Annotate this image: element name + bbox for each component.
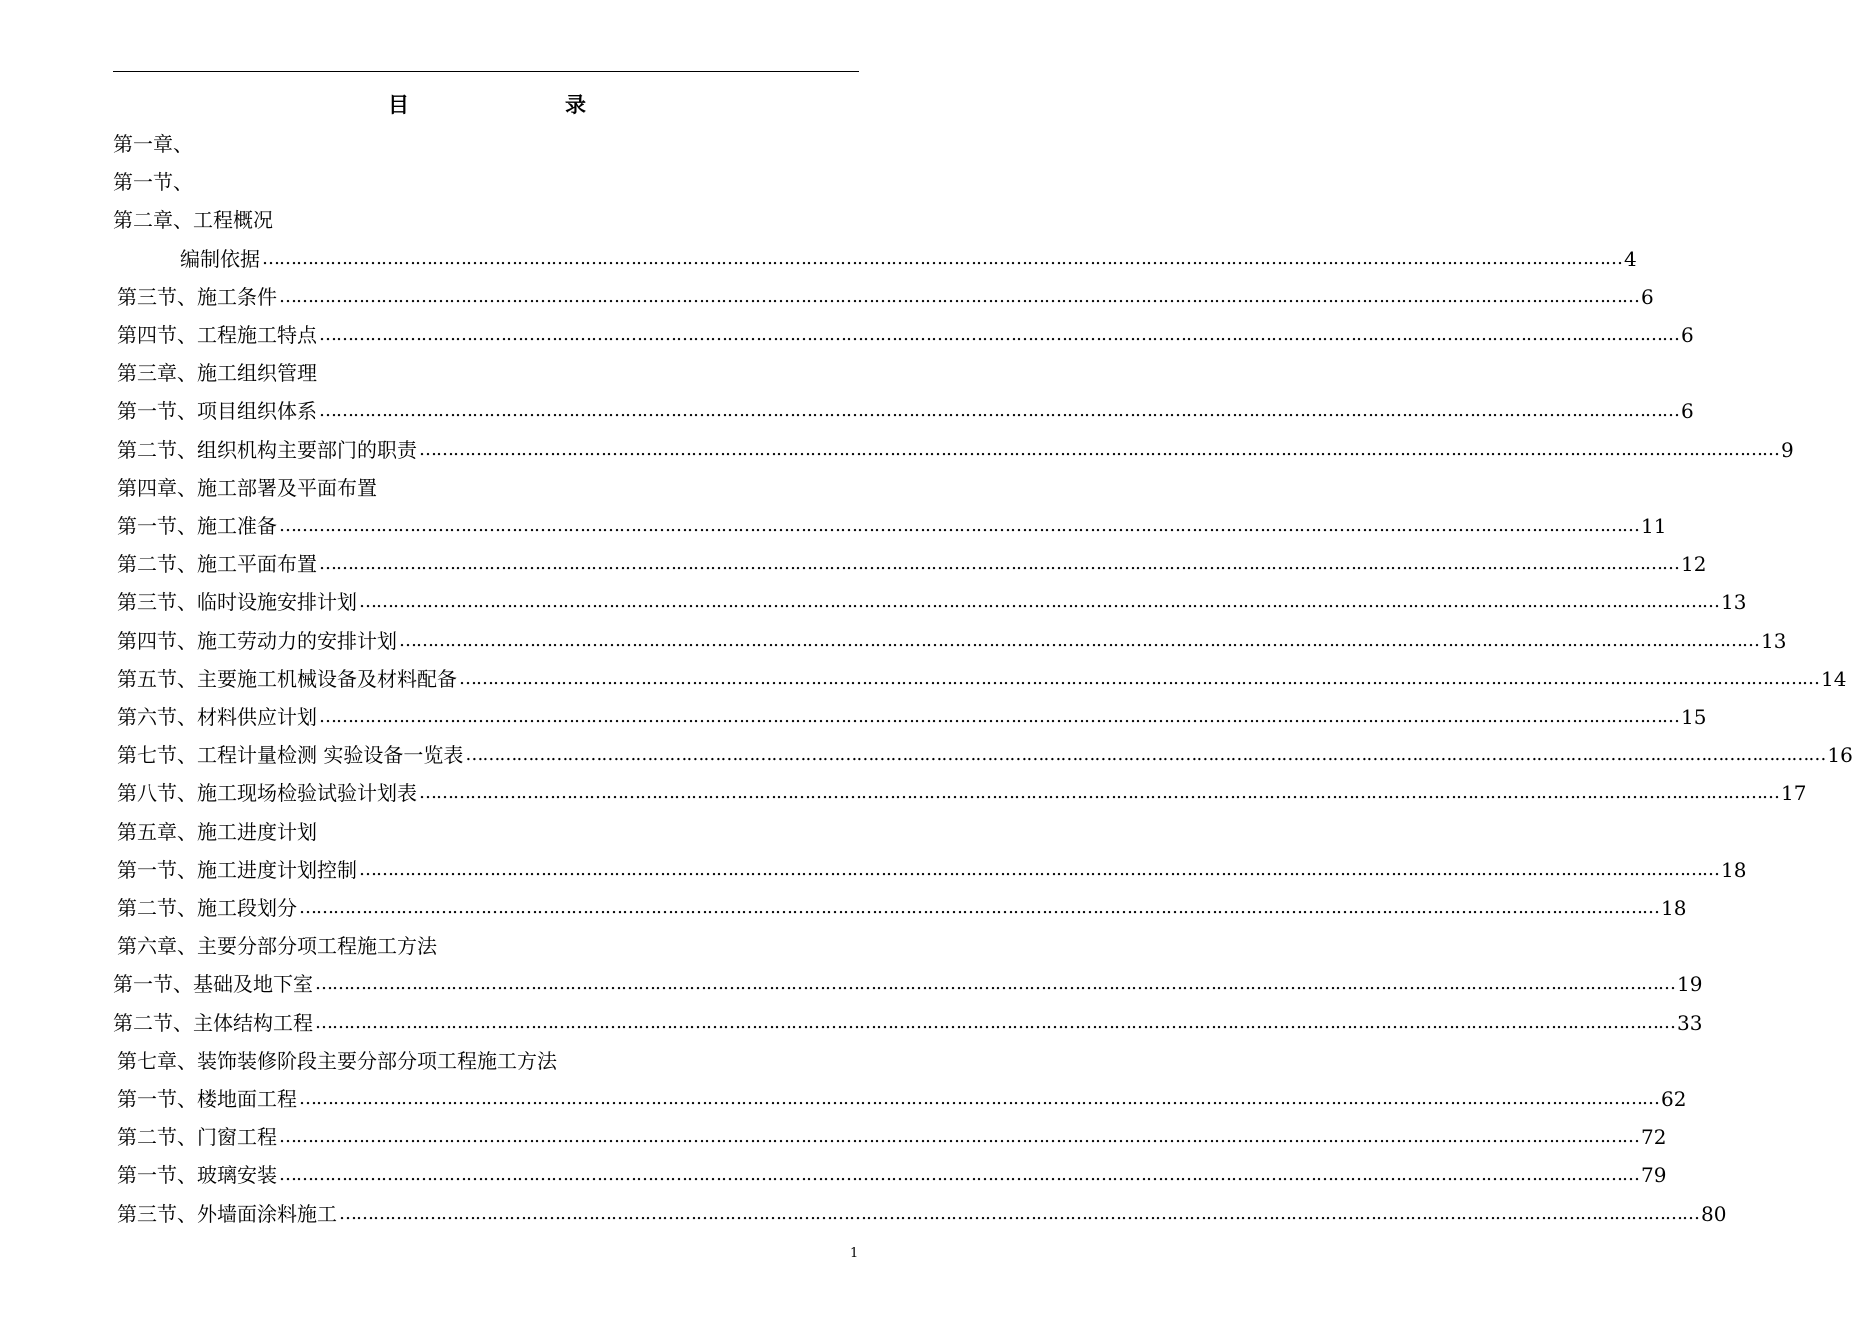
toc-entry-page: 18 (1721, 857, 1747, 882)
toc-entry[interactable] (117, 775, 1807, 811)
toc-entry-page: 16 (1827, 743, 1853, 768)
toc-entry-label: 第一节、项目组织体系 (117, 399, 317, 424)
toc-entry-page: 6 (1641, 284, 1654, 309)
toc-entry[interactable] (113, 126, 193, 162)
toc-entry-page: 79 (1641, 1163, 1667, 1188)
toc-entry-label: 第一节、基础及地下室 (113, 972, 313, 997)
toc-entry[interactable] (117, 432, 1794, 468)
toc-entry[interactable] (117, 546, 1707, 582)
toc-entry[interactable] (117, 737, 1853, 773)
toc-entry-label: 第七章、装饰装修阶段主要分部分项工程施工方法 (117, 1048, 557, 1073)
toc-entry-label: 第二节、施工段划分 (117, 896, 297, 920)
toc-dot-leader: …………………………………………………………………………………………………………………………………………………………………………………………………………………… (359, 858, 1719, 880)
toc-entry[interactable] (113, 202, 273, 238)
toc-dot-leader: …………………………………………………………………………………………………………………………………………………………………………………………………………………… (279, 1164, 1639, 1186)
toc-entry[interactable] (117, 317, 1694, 353)
toc-entry-label: 第三节、外墙面涂料施工 (117, 1201, 337, 1226)
toc-entry-label: 第一节、施工准备 (117, 514, 277, 538)
toc-entry-label: 第四章、施工部署及平面布置 (117, 475, 377, 500)
toc-dot-leader: …………………………………………………………………………………………………………………………………………………………………………………………………………………… (262, 247, 1622, 269)
header-rule (113, 71, 859, 72)
toc-entry[interactable] (117, 623, 1787, 659)
toc-dot-leader: …………………………………………………………………………………………………………………………………………………………………………………………………………………… (319, 400, 1679, 422)
toc-dot-leader: …………………………………………………………………………………………………………………………………………………………………………………………………………………… (279, 1126, 1639, 1148)
toc-dot-leader: …………………………………………………………………………………………………………………………………………………………………………………………………………………… (279, 285, 1639, 307)
toc-entry-page: 33 (1677, 1010, 1703, 1035)
toc-entry[interactable] (117, 584, 1747, 620)
toc-entry[interactable] (117, 890, 1687, 926)
toc-entry-label: 第三章、施工组织管理 (117, 361, 317, 386)
toc-entry-label: 第五节、主要施工机械设备及材料配备 (117, 666, 457, 691)
toc-dot-leader: …………………………………………………………………………………………………………………………………………………………………………………………………………………… (339, 1202, 1699, 1224)
toc-entry[interactable] (117, 1119, 1667, 1155)
toc-entry[interactable] (180, 241, 1637, 277)
toc-title-left: 目 (388, 92, 409, 117)
toc-entry[interactable] (117, 1157, 1667, 1193)
toc-entry-label: 第一章、 (113, 132, 193, 156)
toc-entry-page: 14 (1821, 666, 1847, 691)
toc-entry[interactable] (117, 1196, 1727, 1232)
toc-entry[interactable] (117, 928, 437, 964)
toc-entry-page: 19 (1677, 972, 1703, 997)
toc-entry-label: 第八节、施工现场检验试验计划表 (117, 781, 417, 806)
toc-dot-leader: …………………………………………………………………………………………………………………………………………………………………………………………………………………… (419, 782, 1779, 804)
toc-entry-label: 第一节、玻璃安装 (117, 1163, 277, 1188)
toc-entry-label: 第二节、门窗工程 (117, 1125, 277, 1150)
toc-entry-label: 第三节、临时设施安排计划 (117, 590, 357, 615)
toc-entry-page: 17 (1781, 781, 1807, 806)
toc-dot-leader: …………………………………………………………………………………………………………………………………………………………………………………………………………………… (319, 553, 1679, 575)
toc-entry-page: 15 (1681, 705, 1707, 729)
toc-dot-leader: …………………………………………………………………………………………………………………………………………………………………………………………………………………… (459, 667, 1819, 689)
toc-entry[interactable] (117, 1081, 1687, 1117)
toc-dot-leader: …………………………………………………………………………………………………………………………………………………………………………………………………………………… (279, 515, 1639, 536)
toc-dot-leader: …………………………………………………………………………………………………………………………………………………………………………………………………………………… (299, 1088, 1659, 1109)
toc-entry-page: 4 (1624, 246, 1637, 271)
toc-entry[interactable] (117, 279, 1654, 315)
toc-entry-page: 6 (1681, 399, 1694, 424)
toc-entry-label: 第五章、施工进度计划 (117, 819, 317, 844)
toc-entry[interactable] (117, 508, 1667, 544)
toc-entry-page: 9 (1781, 437, 1794, 462)
toc-entry-page: 80 (1701, 1201, 1727, 1226)
toc-entry-label: 第一节、楼地面工程 (117, 1087, 297, 1111)
toc-title (0, 90, 950, 124)
toc-entry[interactable] (113, 966, 1703, 1002)
toc-entry[interactable] (113, 164, 193, 200)
toc-entry-label: 第二节、主体结构工程 (113, 1010, 313, 1035)
toc-entry-label: 第七节、工程计量检测 实验设备一览表 (117, 743, 464, 768)
toc-entry-label: 编制依据 (180, 246, 260, 271)
toc-dot-leader: …………………………………………………………………………………………………………………………………………………………………………………………………………………… (399, 629, 1759, 651)
toc-entry-label: 第一节、 (113, 170, 193, 195)
toc-entry-label: 第四节、工程施工特点 (117, 323, 317, 347)
toc-dot-leader: …………………………………………………………………………………………………………………………………………………………………………………………………………………… (315, 973, 1675, 995)
toc-entry-label: 第二章、工程概况 (113, 208, 273, 233)
toc-entry[interactable] (117, 699, 1707, 735)
toc-entry-page: 62 (1661, 1087, 1687, 1111)
toc-entry-label: 第六节、材料供应计划 (117, 705, 317, 729)
toc-entry-page: 18 (1661, 896, 1687, 920)
toc-title-right: 录 (565, 92, 586, 117)
toc-dot-leader: …………………………………………………………………………………………………………………………………………………………………………………………………………………… (419, 438, 1779, 460)
toc-dot-leader: …………………………………………………………………………………………………………………………………………………………………………………………………………………… (359, 591, 1719, 613)
toc-entry[interactable] (117, 393, 1694, 429)
toc-entry-page: 6 (1681, 323, 1694, 347)
toc-entry-label: 第四节、施工劳动力的安排计划 (117, 628, 397, 653)
toc-entry-label: 第一节、施工进度计划控制 (117, 857, 357, 882)
toc-entry-label: 第二节、组织机构主要部门的职责 (117, 437, 417, 462)
toc-entry-page: 11 (1641, 514, 1667, 538)
toc-entry[interactable] (113, 1005, 1703, 1041)
toc-entry[interactable] (117, 1043, 557, 1079)
toc-entry-page: 13 (1721, 590, 1747, 615)
page-number: 1 (850, 1246, 859, 1261)
toc-entry[interactable] (117, 814, 317, 850)
toc-entry[interactable] (117, 470, 377, 506)
toc-dot-leader: …………………………………………………………………………………………………………………………………………………………………………………………………………………… (299, 897, 1659, 918)
toc-dot-leader: …………………………………………………………………………………………………………………………………………………………………………………………………………………… (319, 706, 1679, 727)
toc-entry-page: 72 (1641, 1125, 1667, 1150)
toc-entry-label: 第六章、主要分部分项工程施工方法 (117, 934, 437, 959)
toc-dot-leader: …………………………………………………………………………………………………………………………………………………………………………………………………………………… (465, 744, 1826, 766)
toc-dot-leader: …………………………………………………………………………………………………………………………………………………………………………………………………………………… (315, 1011, 1675, 1033)
toc-entry[interactable] (117, 852, 1747, 888)
toc-entry[interactable] (117, 355, 317, 391)
toc-dot-leader: …………………………………………………………………………………………………………………………………………………………………………………………………………………… (319, 324, 1679, 345)
toc-entry-label: 第二节、施工平面布置 (117, 552, 317, 577)
toc-entry[interactable] (117, 661, 1847, 697)
toc-entry-page: 12 (1681, 552, 1707, 577)
toc-entry-label: 第三节、施工条件 (117, 284, 277, 309)
toc-entry-page: 13 (1761, 628, 1787, 653)
